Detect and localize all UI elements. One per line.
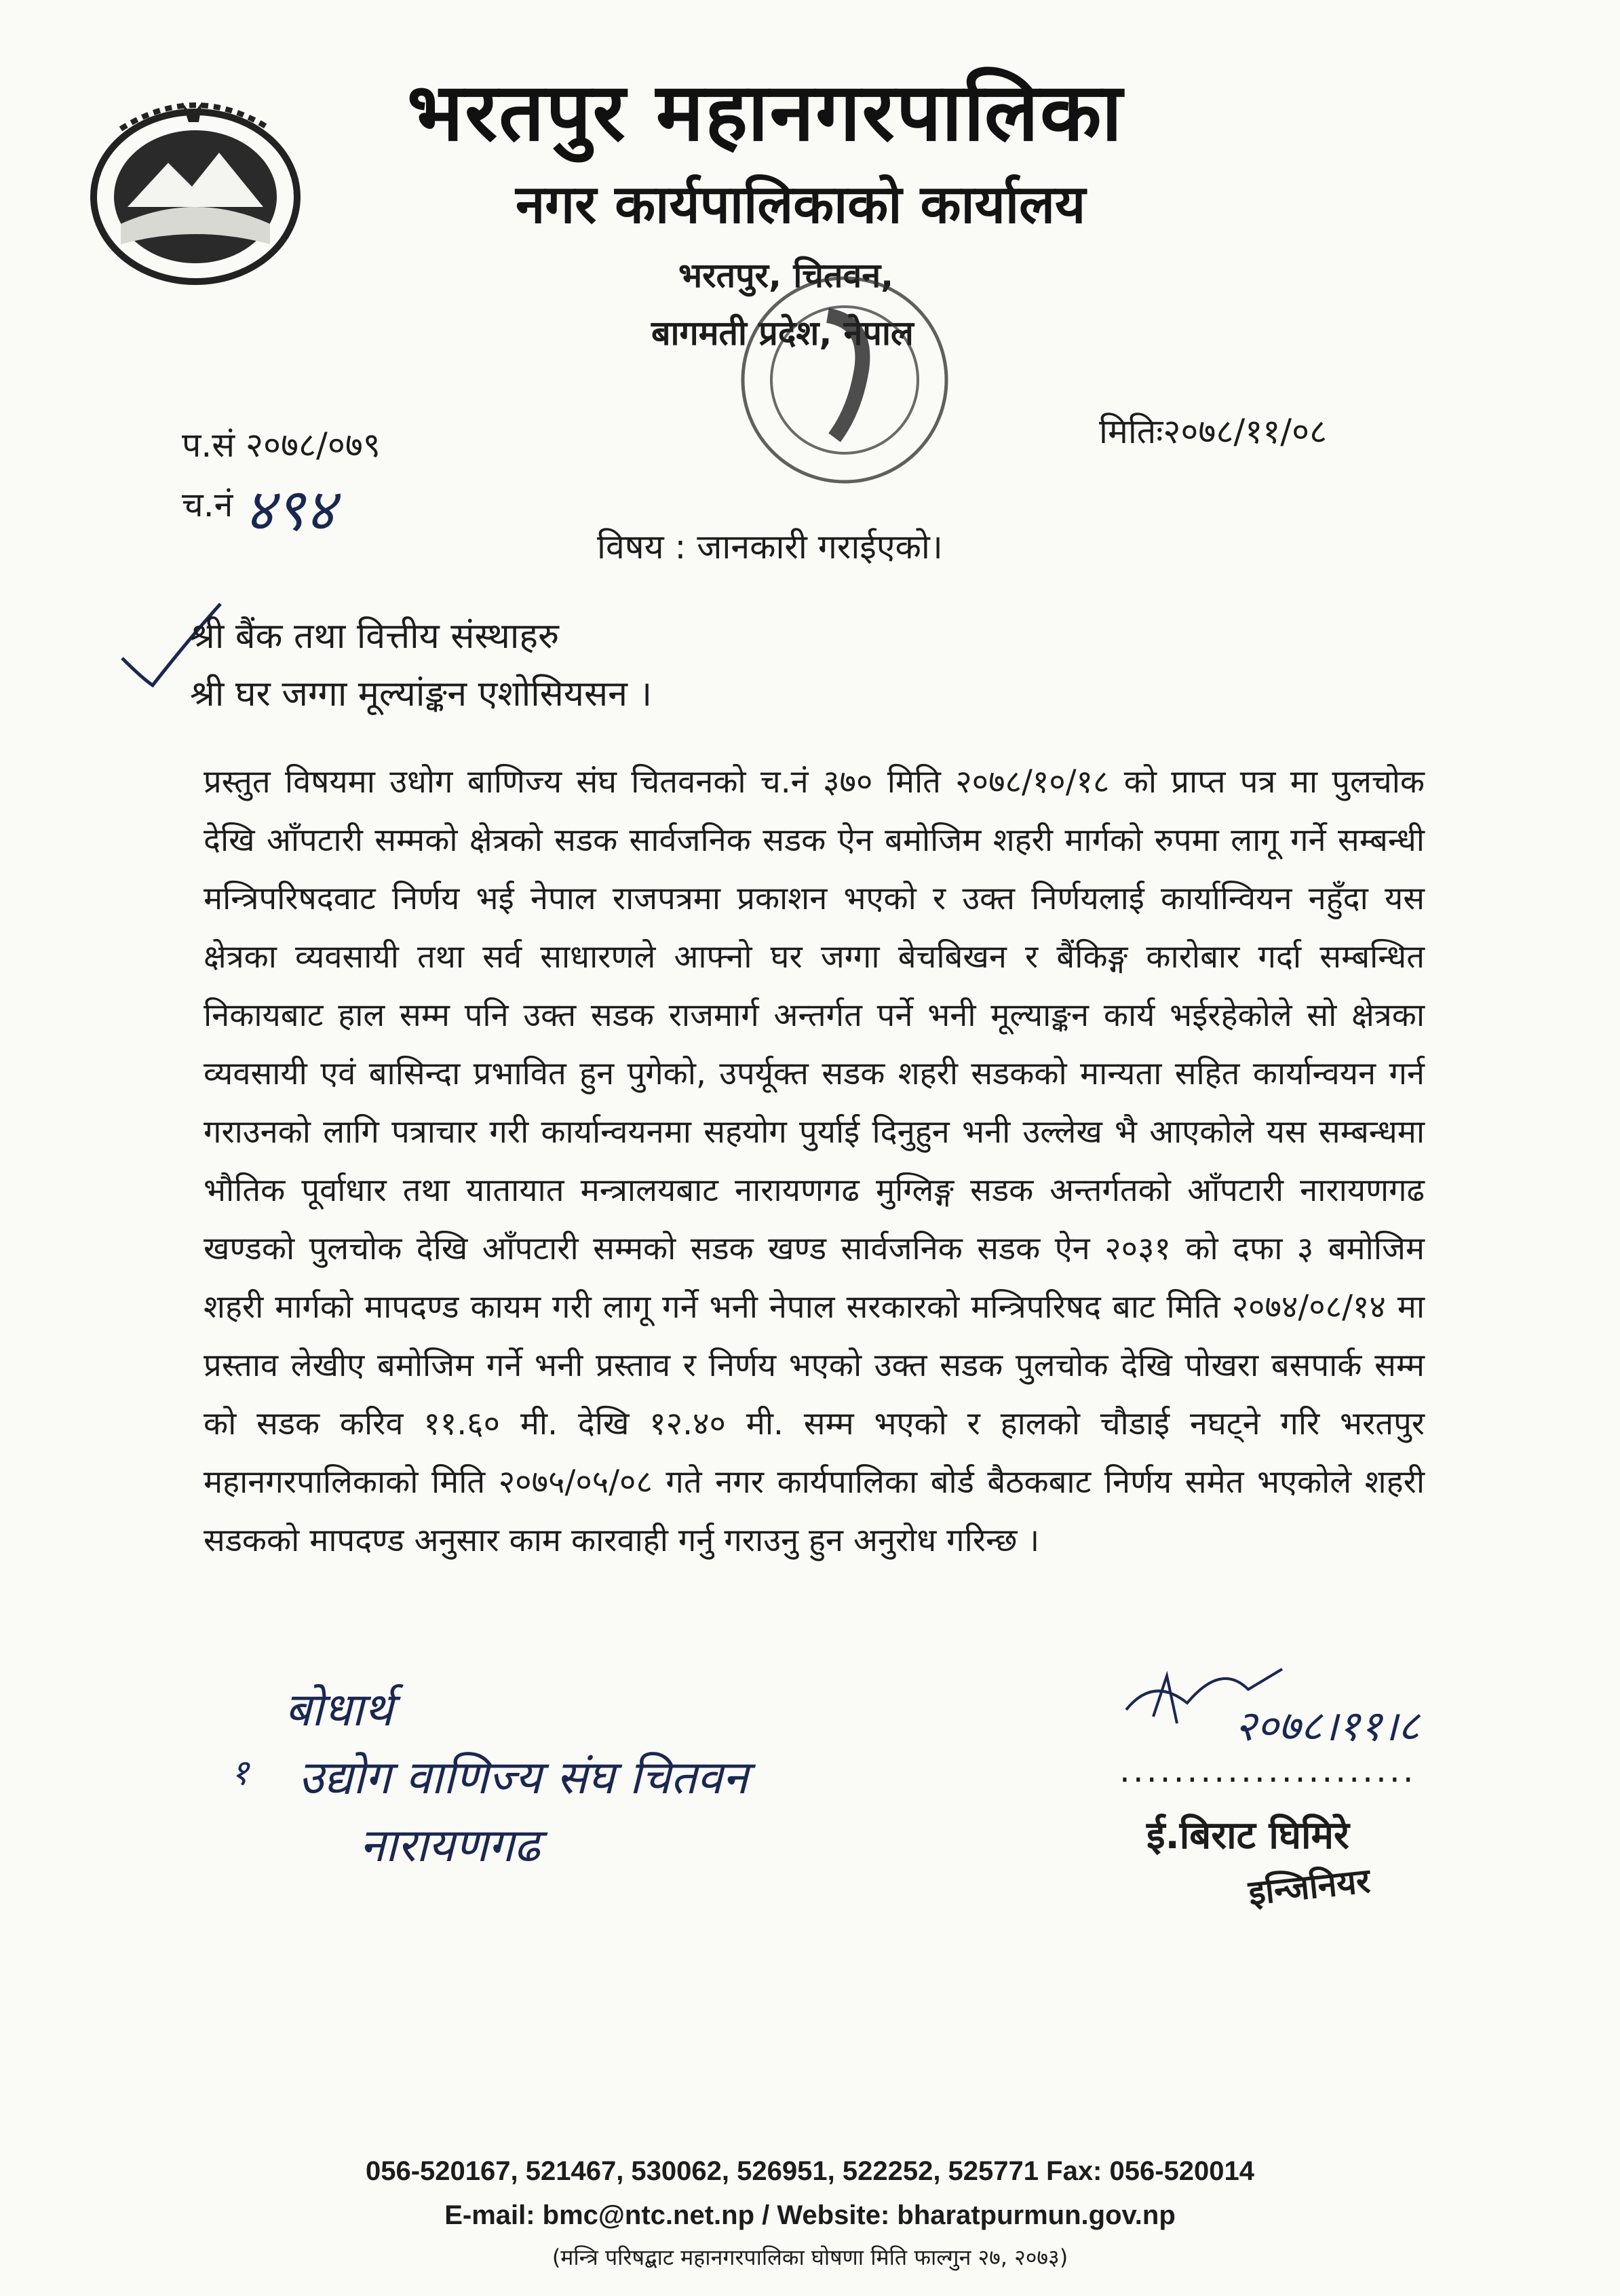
- signatory-name: ई.बिराट घिमिरे: [1146, 1814, 1349, 1858]
- footer-note: (मन्त्रि परिषद्बाट महानगरपालिका घोषणा मिति फाल्गुन २७, २०७३): [552, 2244, 1068, 2270]
- subject-line: विषय : जानकारी गराईएको।: [597, 527, 943, 567]
- addressee-1: श्री बैंक तथा वित्तीय संस्थाहरु: [190, 616, 560, 657]
- dispatch-number-handwritten: ४९४: [244, 476, 336, 544]
- reference-number: प.सं २०७८/०७९: [182, 425, 381, 465]
- org-name: भरतपुर महानगरपालिका: [407, 65, 1124, 159]
- footer-phones: 056-520167, 521467, 530062, 526951, 522252, 525771 Fax: 056-520014: [365, 2156, 1255, 2186]
- cc-number-handwritten: १: [231, 1753, 250, 1793]
- cc-heading-handwritten: बोधार्थ: [285, 1683, 393, 1737]
- addressee-2: श्री घर जग्गा मूल्यांङ्कन एशोसियसन ।: [190, 674, 653, 714]
- signature-mark: [1113, 1649, 1425, 1750]
- signatory-title: इन्जिनियर: [1246, 1860, 1372, 1913]
- office-name: नगर कार्यपालिकाको कार्यालय: [516, 174, 1086, 235]
- cc-location-handwritten: नारायणगढ: [360, 1819, 540, 1873]
- signature-line: ......................: [1119, 1750, 1416, 1790]
- cc-recipient-handwritten: उद्योग वाणिज्य संघ चितवन: [298, 1751, 748, 1805]
- address-line-1: भरतपुर, चितवन,: [678, 256, 894, 295]
- office-stamp: [733, 268, 957, 492]
- municipality-emblem-logo: [80, 88, 311, 292]
- footer-email-website: E-mail: bmc@ntc.net.np / Website: bharatpurmun.gov.np: [444, 2200, 1176, 2230]
- letter-date: मितिः२०७८/११/०८: [1099, 412, 1328, 451]
- address-line-2: बागमती प्रदेश, नेपाल: [651, 313, 914, 353]
- signature-date-handwritten: २०७८।११।८: [1235, 1701, 1420, 1750]
- dispatch-label: च.नं: [182, 485, 233, 524]
- letter-body: प्रस्तुत विषयमा उधोग बाणिज्य संघ चितवनको च.नं ३७० मिति २०७८/१०/१८ को प्राप्त पत्र मा पुलचोक देखि आँपटारी सम्मको क्षेत्रको सडक सार्वजनिक सडक ऐन बमोजिम शहरी मार्गको रुपमा लागू गर्ने सम्बन्धी मन्त्रिपरिषदवाट निर्णय भई नेपाल राजपत्रमा प्रकाशन भएको र उक्त निर्णयलाई कार्यान्वियन नहुँदा यस क्षेत्रका व्यवसायी तथा सर्व साधारणले आफ्नो घर जग्गा बेचबिखन र बैंकिङ्ग कारोबार गर्दा सम्बन्धित निकायबाट हाल सम्म पनि उक्त सडक राजमार्ग अन्तर्गत पर्ने भनी मूल्याङ्कन कार्य भईरहेकोले सो क्षेत्रका व्यवसायी एवं बासिन्दा प्रभावित हुन पुगेको, उपर्यूक्त सडक शहरी सडकको मान्यता सहित कार्यान्वयन गर्न गराउनको लागि पत्राचार गरी कार्यान्वयनमा सहयोग पुर्याई दिनुहुन भनी उल्लेख भै आएकोले यस सम्बन्धमा भौतिक पूर्वाधार तथा यातायात मन्त्रालयबाट नारायणगढ मुग्लिङ्ग सडक अन्तर्गतको आँपटारी नारायणगढ खण्डको पुलचोक देखि आँपटारी सम्मको सडक खण्ड सार्वजनिक सडक ऐन २०३१ को दफा ३ बमोजिम शहरी मार्गको मापदण्ड कायम गरी लागू गर्ने भनी नेपाल सरकारको मन्त्रिपरिषद बाट मिति २०७४/०८/१४ मा प्रस्ताव लेखीए बमोजिम गर्ने भनी प्रस्ताव र निर्णय भएको उक्त सडक पुलचोक देखि पोखरा बसपार्क सम्म को सडक करिव ११.६० मी. देखि १२.४० मी. सम्म भएको र हालको चौडाई नघट्ने गरि भरतपुर महानगरपालिकाको मिति २०७५/०५/०८ गते नगर कार्यपालिका बोर्ड बैठकबाट निर्णय समेत भएकोले शहरी सडकको मापदण्ड अनुसार काम कारवाही गर्नु गराउनु हुन अनुरोध गरिन्छ ।: [204, 763, 1425, 1559]
